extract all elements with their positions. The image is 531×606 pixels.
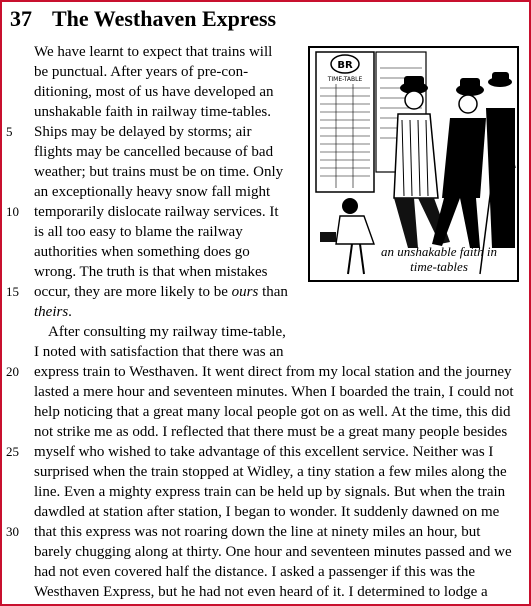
text-span: occur, they are more likely to be (34, 284, 232, 300)
text-span: . (68, 304, 72, 320)
text-line (34, 282, 288, 302)
margin-line-number: 20 (6, 364, 19, 379)
margin-line-number: 5 (6, 124, 13, 139)
text-line: ditioning, most of us have developed an (34, 84, 274, 100)
text-line: Westhaven Express, but he had not even heard of it. I determined to lodge a (34, 584, 488, 600)
text-line: that this express was not roaring down the line at ninety miles an hour, but (34, 524, 481, 540)
caption-line: an unshakable faith in (381, 244, 497, 259)
text-line: I noted with satisfaction that there was an (34, 344, 284, 360)
text-line: express train to Westhaven. It went direct from my local station and the journey (34, 364, 512, 380)
text-line: had not even covered half the distance. I asked a passenger if this was the (34, 564, 476, 580)
margin-line-number: 10 (6, 204, 19, 219)
caption-line: time-tables (410, 259, 468, 274)
emphasis-text: theirs (34, 304, 69, 320)
text-line: not strike me as odd. I reflected that there must be a great many people besides (34, 424, 508, 440)
margin-line-number: 15 (6, 284, 19, 299)
margin-line-number: 30 (6, 524, 19, 539)
text-line: barely chugging along at thirty. One hour and seventeen minutes passed and we (34, 544, 512, 560)
text-line: After consulting my railway time-table, (48, 324, 286, 340)
timetable-board-icon (316, 52, 374, 192)
illustration (308, 46, 519, 282)
margin-line-number: 25 (6, 444, 19, 459)
text-line: wrong. The truth is that when mistakes (34, 264, 268, 280)
text-line: myself who wished to take advantage of this excellent service. Neither was I (34, 444, 494, 460)
lesson-title: The Westhaven Express (52, 6, 277, 31)
text-line: flights may be cancelled because of bad (34, 144, 274, 160)
text-line: Ships may be delayed by storms; air (34, 124, 252, 140)
text-line: surprised when the train stopped at Widley, a tiny station a few miles along the (34, 464, 507, 480)
emphasis-text: ours (231, 284, 259, 300)
illustration-caption (368, 244, 510, 274)
text-line: dawdled at station after station, I began to wonder. It suddenly dawned on me (34, 504, 500, 520)
text-line: weather; but trains must be on time. Only (34, 164, 284, 180)
timetable-label: TIME-TABLE (327, 76, 363, 83)
text-line: line. Even a mighty express train can be held up by signals. But when the train (34, 484, 506, 500)
timetable-logo: BR (337, 60, 353, 71)
text-line: lasted a mere hour and seventeen minutes. When I boarded the train, I could not (34, 384, 514, 400)
text-line: authorities when something does go (34, 244, 250, 260)
text-line: be punctual. After years of pre-con- (34, 64, 249, 80)
text-line: We have learnt to expect that trains will (34, 44, 273, 60)
text-line: is all too easy to blame the railway (34, 224, 243, 240)
lesson-number: 37 (10, 6, 32, 31)
text-line: temporarily dislocate railway services. It (34, 204, 279, 220)
text-line: unshakable faith in railway time-tables. (34, 104, 272, 120)
text-line: help noticing that a great many local people got on as well. At the time, this did (34, 404, 511, 420)
text-line: an exceptionally heavy snow fall might (34, 184, 271, 200)
text-line (34, 302, 72, 322)
text-span: than (258, 284, 288, 300)
